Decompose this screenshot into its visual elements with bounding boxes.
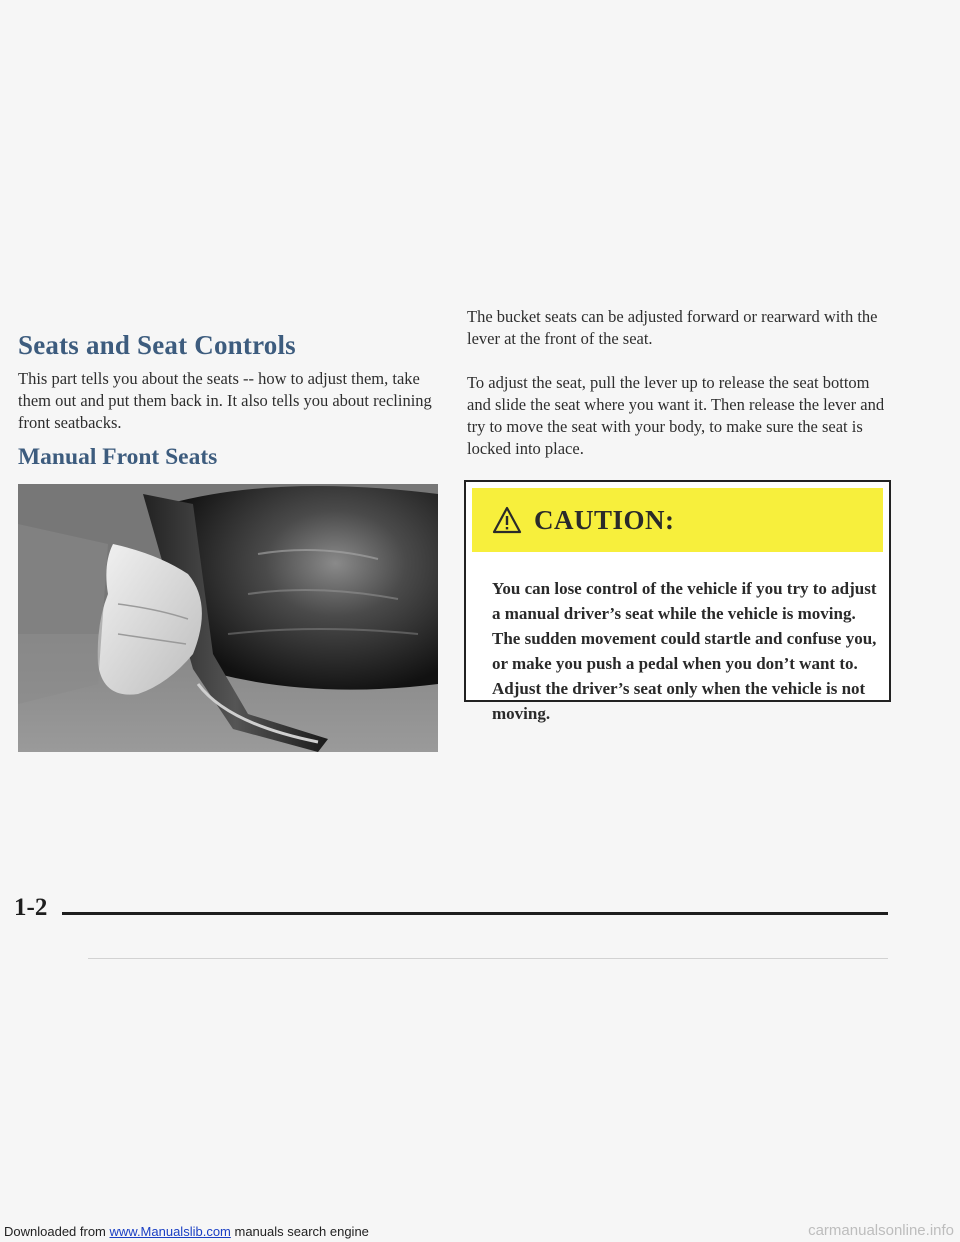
caution-label: CAUTION: — [534, 504, 675, 535]
caution-header — [472, 488, 883, 552]
footer-prefix: Downloaded from — [4, 1224, 110, 1239]
adjust-paragraph-2: To adjust the seat, pull the lever up to release the seat bottom and slide the seat where you want it. Then release the lever and try to move the seat with your body, to make sure the seat is locked into place. — [467, 373, 885, 458]
footer-note — [4, 1224, 369, 1239]
footer-suffix: manuals search engine — [230, 1224, 369, 1239]
seat-lever-photo — [18, 484, 438, 752]
download-footer — [0, 1222, 960, 1242]
subsection-title: Manual Front Seats — [18, 444, 218, 470]
page-number: 1-2 — [14, 894, 48, 921]
manualslib-link[interactable]: www.Manualslib.com — [109, 1224, 231, 1239]
watermark: carmanualsonline.info — [808, 1222, 954, 1239]
warning-triangle-icon — [492, 506, 522, 534]
faint-rule — [88, 958, 888, 959]
footer-rule — [62, 912, 888, 915]
caution-box — [464, 480, 891, 723]
adjust-paragraph-1: The bucket seats can be adjusted forward or rearward with the lever at the front of the seat. — [467, 307, 878, 348]
caution-text: You can lose control of the vehicle if you try to adjust a manual driver’s seat while the vehicle is moving. The sudden movement could startle and confuse you, or make you push a pedal when you don’t want to. Adjust the driver’s seat only when the vehicle is not moving. — [492, 579, 877, 723]
intro-paragraph: This part tells you about the seats -- how to adjust them, take them out and put them back in. It also tells you about reclining front seatbacks. — [18, 369, 432, 432]
section-title: Seats and Seat Controls — [18, 330, 296, 360]
